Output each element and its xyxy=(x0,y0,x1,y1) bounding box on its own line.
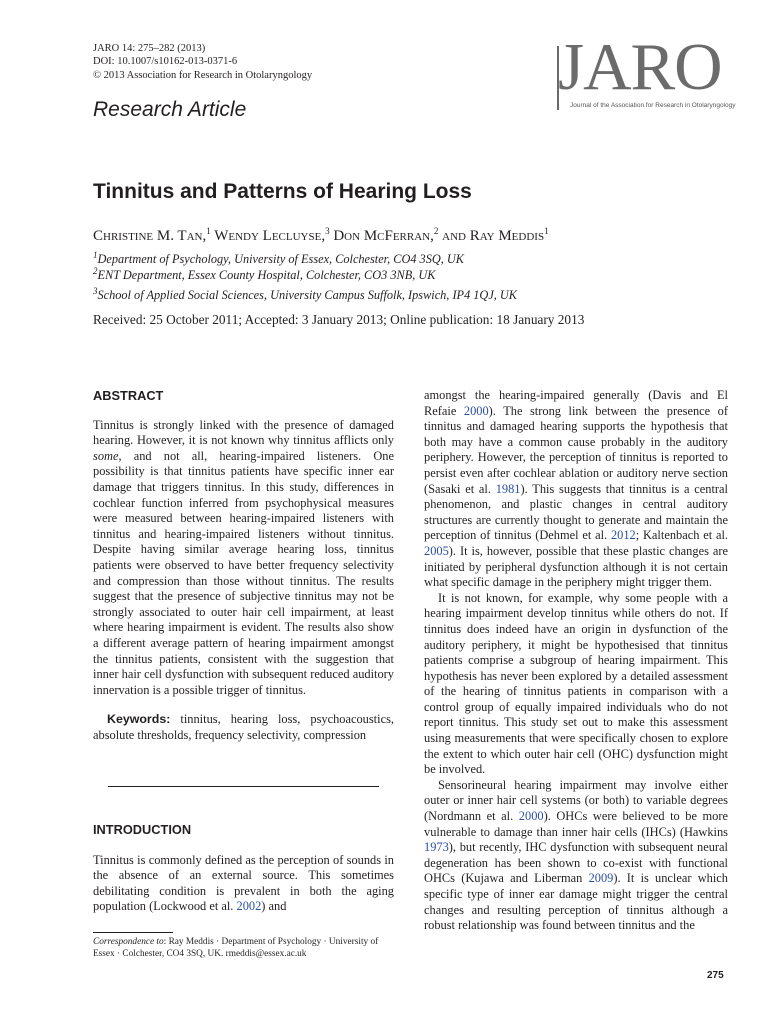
affiliation-sup: 1 xyxy=(93,250,98,260)
body-text-part: ; Kaltenbach et al. xyxy=(635,528,728,543)
correspondence-label: Correspondence to xyxy=(93,937,164,947)
introduction-section xyxy=(93,822,394,915)
body-text-part: ). It is unclear which specific type of inner ear damage might trigger the central changes and resulting perception of tinnitus although a robust relationship was found between tinnitus and the xyxy=(424,871,728,933)
keywords-text: tinnitus, hearing loss, psychoacoustics, absolute thresholds, frequency selectivity, compression xyxy=(93,712,394,742)
affiliation xyxy=(93,266,435,283)
abstract-text-part: Tinnitus is strongly linked with the presence of damaged hearing. However, it is not known why tinnitus afflicts only xyxy=(93,417,394,448)
author-sup: 3 xyxy=(325,226,330,236)
body-text-part: amongst the hearing-impaired generally (Davis and El Refaie xyxy=(424,388,728,418)
journal-meta xyxy=(93,42,312,82)
reference-link[interactable]: 1973 xyxy=(424,840,449,855)
body-text-part: ). This suggests that tinnitus is a central phenomenon, and plastic changes in central auditory structures are currently thought to generate and maintain the perception of tinnitus (Dehmel et al. xyxy=(424,481,728,543)
copyright: © 2013 Association for Research in Otolaryngology xyxy=(93,69,313,81)
footnote-divider xyxy=(93,932,173,933)
abstract-divider xyxy=(108,786,379,787)
body-text-part: ), but recently, IHC dysfunction with subsequent neural degeneration has been shown to co-exist with functional OHCs (Kujawa and Liberman xyxy=(424,840,728,886)
author-sup: 1 xyxy=(206,226,211,236)
affiliation-sup: 3 xyxy=(93,286,98,296)
abstract-emphasis: some xyxy=(93,448,119,463)
affiliation-text: School of Applied Social Sciences, University Campus Suffolk, Ipswich, IP4 1QJ, UK xyxy=(97,288,518,303)
author: Don McFerran, xyxy=(329,228,434,244)
affiliation-sup: 2 xyxy=(93,266,98,276)
reference-link[interactable]: 2002 xyxy=(236,899,262,914)
reference-link[interactable]: 2000 xyxy=(463,403,489,418)
affiliation-text: Department of Psychology, University of Essex, Colchester, CO4 3SQ, UK xyxy=(97,252,464,267)
abstract-text-part: , and not all, hearing-impaired listeners. One possibility is that tinnitus patients have specific inner ear damage that triggers tinnitus. In this study, differences in cochlear function inferred from psychophysical measures were measured between hearing-impaired listeners with tinnitus and hearing-impaired listeners without tinnitus. Despite having similar average hearing loss, tinnitus patients were observed to have better frequency selectivity and compression than those without tinnitus. The results suggest that the presence of subjective tinnitus may not be strongly associated to outer hair cell impairment, at least where hearing impairment is evident. The results also show a different average pattern of hearing impairment amongst the tinnitus patients, consistent with the suggestion that inner hair cell dysfunction with subsequent reduced auditory innervation is a possible trigger of tinnitus. xyxy=(93,448,394,697)
publication-dates: Received: 25 October 2011; Accepted: 3 January 2013; Online publication: 18 January 2013 xyxy=(93,312,585,327)
author-sup: 2 xyxy=(433,226,439,236)
abstract-heading: ABSTRACT xyxy=(93,388,164,403)
reference-link[interactable]: 2012 xyxy=(610,528,636,543)
logo-subtitle: Journal of the Association for Research in Otolaryngology xyxy=(570,102,736,109)
reference-link[interactable]: 2005 xyxy=(424,543,449,558)
intro-text-part: ) and xyxy=(261,899,287,914)
body-paragraph xyxy=(424,388,728,591)
author: Christine M. Tan, xyxy=(93,228,207,244)
correspondence-text: : Ray Meddis · Department of Psychology · University of Essex · Colchester, CO4 3SQ, UK. rmeddis@essex.ac.uk xyxy=(93,937,379,960)
journal-citation: JARO 14: 275–282 (2013) xyxy=(93,43,206,54)
intro-text-part: Tinnitus is commonly defined as the perception of sounds in the absence of an external source. This sometimes debilitating condition is prevalent in both the aging population (Lockwood et al. xyxy=(93,852,394,914)
affiliation-text: ENT Department, Essex County Hospital, Colchester, CO3 3NB, UK xyxy=(97,268,436,283)
abstract-section xyxy=(93,388,394,743)
jaro-logo xyxy=(550,30,736,114)
body-text-part: ). The strong link between the presence of tinnitus and damaged hearing supports the hypothesis that both may have a common cause probably in the auditory periphery. However, the perception of tinnitus is reported to persist even after cochlear ablation or auditory nerve section (Sasaki et al. xyxy=(424,403,728,496)
doi: DOI: 10.1007/s10162-013-0371-6 xyxy=(93,56,238,68)
page-number: 275 xyxy=(707,970,724,981)
affiliation xyxy=(93,250,464,267)
reference-link[interactable]: 1981 xyxy=(495,481,521,496)
article-type: Research Article xyxy=(93,98,247,121)
introduction-paragraph xyxy=(93,853,394,915)
abstract-text xyxy=(93,418,394,699)
correspondence xyxy=(93,936,394,961)
reference-link[interactable]: 2000 xyxy=(518,809,544,824)
introduction-heading: INTRODUCTION xyxy=(93,822,192,837)
logo-text: JARO xyxy=(558,30,722,104)
author: Wendy Lecluyse, xyxy=(210,228,326,244)
body-paragraph xyxy=(424,778,728,934)
body-paragraph: It is not known, for example, why some people with a hearing impairment develop tinnitus while others do not. If tinnitus does indeed have an origin in dysfunction of the auditory periphery, it might be hypothesised that tinnitus patients comprise a subgroup of hearing impairment. This hypothesis has never been explored by a detailed assessment of the hearing of tinnitus patients in comparison with a control group of equally impaired individuals who do not report tinnitus. This study set out to make this assessment using measurements that were specifically chosen to explore the extent to which outer hair cell (OHC) dysfunction might be involved. xyxy=(424,590,728,777)
right-column xyxy=(424,388,728,934)
keywords xyxy=(93,712,394,743)
author-list xyxy=(93,226,549,245)
keywords-label: Keywords: xyxy=(107,712,171,727)
body-text-part: ). It is, however, possible that these plastic changes are initiated by peripheral dysfunction although it is not certain what specific damage in the periphery might trigger them. xyxy=(424,543,728,590)
reference-link[interactable]: 2009 xyxy=(588,871,614,886)
affiliation xyxy=(93,286,517,303)
author: and Ray Meddis xyxy=(438,228,545,244)
article-title: Tinnitus and Patterns of Hearing Loss xyxy=(93,180,472,203)
body-text-part: Sensorineural hearing impairment may involve either outer or inner hair cell systems (or both) to variable degrees (Nordmann et al. xyxy=(424,777,728,824)
author-sup: 1 xyxy=(544,226,549,236)
body-text-part: ). OHCs were believed to be more vulnerable to damage than inner hair cells (IHCs) (Hawkins xyxy=(424,809,728,839)
